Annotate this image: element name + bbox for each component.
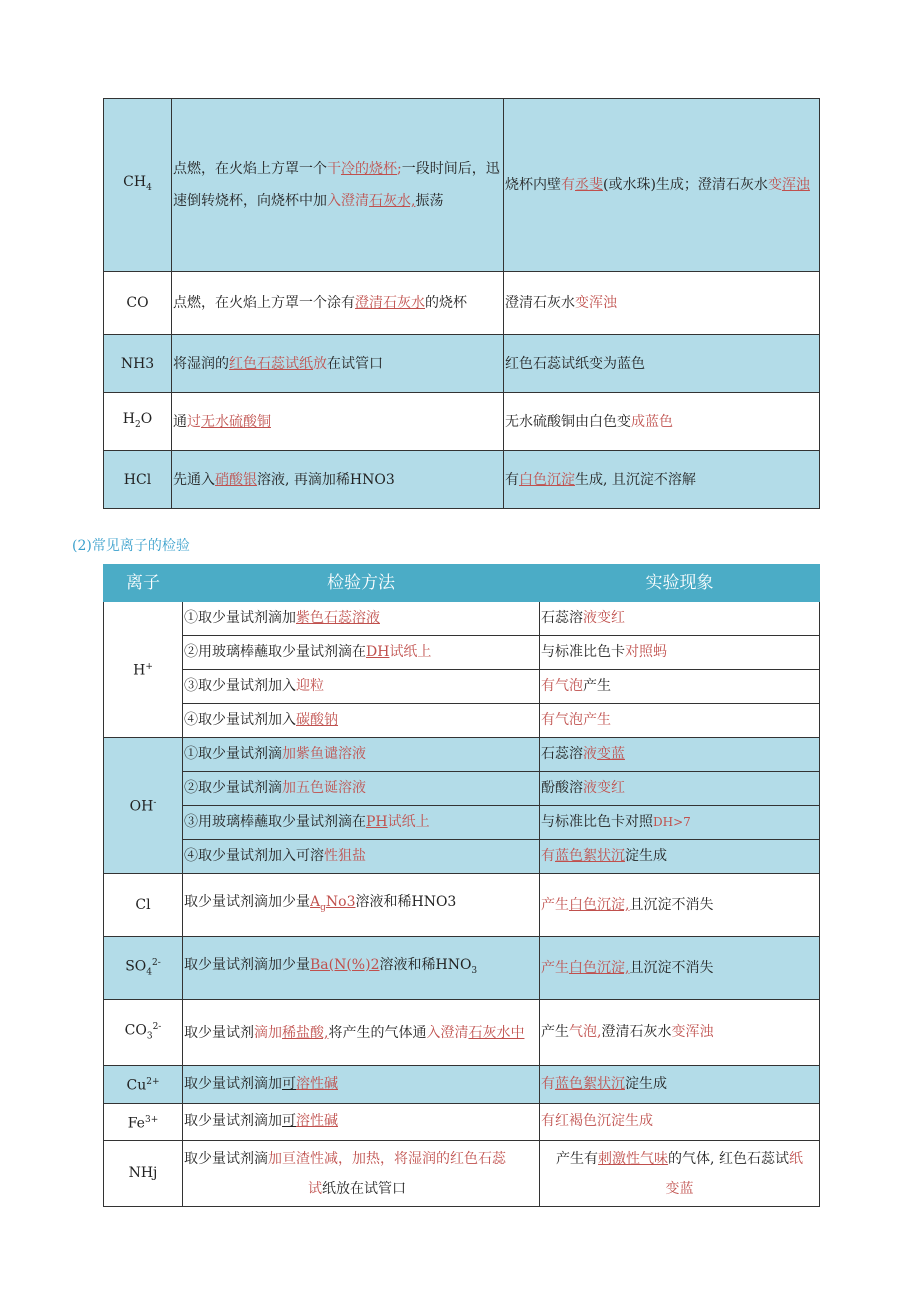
gas-test-table [103, 98, 820, 509]
phenomenon-cell: 红色石蕊试纸变为蓝色 [504, 335, 820, 393]
table-row [104, 636, 820, 670]
method-cell: ②取少量试剂滴加五色诞溶液 [183, 772, 540, 806]
method-cell: ③取少量试剂加入迎粒 [183, 670, 540, 704]
table-row [104, 451, 820, 509]
ion-name-cell: OH- [104, 738, 183, 874]
table-header-row [104, 565, 820, 602]
ion-name-cell: $CO_3^{2-}$ [104, 1000, 183, 1066]
ion-name-cell: Cl [104, 874, 183, 937]
table-row [104, 1066, 820, 1104]
phenomenon-cell: 烧杯内壁有丞斐(或水珠)生成；澄清石灰水变浑浊 [504, 99, 820, 272]
table-row [104, 704, 820, 738]
table-row [104, 840, 820, 874]
table-row [104, 670, 820, 704]
method-cell: ③用玻璃棒蘸取少量试剂滴在PH试纸上 [183, 806, 540, 840]
column-header: 离子 [104, 565, 183, 602]
ion-name-cell: $Fe^{3+}$ [104, 1103, 183, 1141]
method-cell: 通过无水硫酸铜 [172, 393, 504, 451]
method-cell: 先通入硝酸银溶液, 再滴加稀HNO3 [172, 451, 504, 509]
method-cell: 取少量试剂滴加少量Ba(N(%)2溶液和稀$HNO_3$ [183, 937, 540, 1000]
gas-name-cell: $CH_4$ [104, 99, 172, 272]
phenomenon-cell: 与标准比色卡对照蚂 [540, 636, 820, 670]
phenomenon-cell: 酚酸溶液变红 [540, 772, 820, 806]
phenomenon-cell: 有蓝色絮状沉淀生成 [540, 840, 820, 874]
phenomenon-cell: 澄清石灰水变浑浊 [504, 272, 820, 335]
table-row [104, 874, 820, 937]
gas-name-cell: $H_2O$ [104, 393, 172, 451]
column-header: 检验方法 [183, 565, 540, 602]
ion-name-cell: NHj [104, 1141, 183, 1207]
table-row [104, 772, 820, 806]
table-row [104, 1000, 820, 1066]
table-row [104, 393, 820, 451]
table-row [104, 1141, 820, 1207]
table-row [104, 602, 820, 636]
section-title: (2)常见离子的检验 [72, 538, 190, 554]
phenomenon-cell: 无水硫酸铜由白色变成蓝色 [504, 393, 820, 451]
phenomenon-cell: 有白色沉淀生成, 且沉淀不溶解 [504, 451, 820, 509]
table-row [104, 99, 820, 272]
table-row [104, 937, 820, 1000]
phenomenon-cell: 产生白色沉淀,且沉淀不消失 [540, 874, 820, 937]
method-cell: 取少量试剂滴加可溶性碱 [183, 1103, 540, 1141]
gas-name-cell: HCl [104, 451, 172, 509]
table-row [104, 1103, 820, 1141]
method-cell: 取少量试剂滴加可溶性碱 [183, 1066, 540, 1104]
phenomenon-cell: 有气泡产生 [540, 704, 820, 738]
gas-name-cell: CO [104, 272, 172, 335]
phenomenon-cell: 产生白色沉淀,且沉淀不消失 [540, 937, 820, 1000]
phenomenon-cell: 有红褐色沉淀生成 [540, 1103, 820, 1141]
method-cell: 将湿润的红色石蕊试纸放在试管口 [172, 335, 504, 393]
method-cell: 取少量试剂滴加亘渣性减，加热，将湿润的红色石蕊 试纸放在试管口 [183, 1141, 540, 1207]
method-cell: ④取少量试剂加入可溶性狙盐 [183, 840, 540, 874]
column-header: 实验现象 [540, 565, 820, 602]
phenomenon-cell: 石蕊溶液变红 [540, 602, 820, 636]
ion-name-cell: $Cu^{2+}$ [104, 1066, 183, 1104]
gas-name-cell: NH3 [104, 335, 172, 393]
method-cell: 点燃，在火焰上方罩一个干冷的烧杯;一段时间后，迅速倒转烧杯，向烧杯中加入澄清石灰水,振荡 [172, 99, 504, 272]
phenomenon-cell: 有蓝色絮状沉淀生成 [540, 1066, 820, 1104]
method-cell: ④取少量试剂加入碳酸钠 [183, 704, 540, 738]
method-cell: ①取少量试剂滴加紫鱼谴溶液 [183, 738, 540, 772]
table-row [104, 738, 820, 772]
method-cell: 点燃，在火焰上方罩一个涂有澄清石灰水的烧杯 [172, 272, 504, 335]
phenomenon-cell: 与标准比色卡对照DH>7 [540, 806, 820, 840]
method-cell: ①取少量试剂滴加紫色石蕊溶液 [183, 602, 540, 636]
method-cell: 取少量试剂滴加稀盐酸,将产生的气体通入澄清石灰水中 [183, 1000, 540, 1066]
phenomenon-cell: 产生气泡,澄清石灰水变浑浊 [540, 1000, 820, 1066]
method-cell: 取少量试剂滴加少量$A_gNo3$溶液和稀HNO3 [183, 874, 540, 937]
ion-name-cell: $SO_4^{2-}$ [104, 937, 183, 1000]
ion-test-table [103, 564, 820, 1207]
method-cell: ②用玻璃棒蘸取少量试剂滴在DH试纸上 [183, 636, 540, 670]
table-row [104, 335, 820, 393]
phenomenon-cell: 产生有刺激性气味的气体, 红色石蕊试纸 变蓝 [540, 1141, 820, 1207]
phenomenon-cell: 石蕊溶液变蓝 [540, 738, 820, 772]
phenomenon-cell: 有气泡产生 [540, 670, 820, 704]
table-row [104, 272, 820, 335]
ion-name-cell: H+ [104, 602, 183, 738]
table-row [104, 806, 820, 840]
